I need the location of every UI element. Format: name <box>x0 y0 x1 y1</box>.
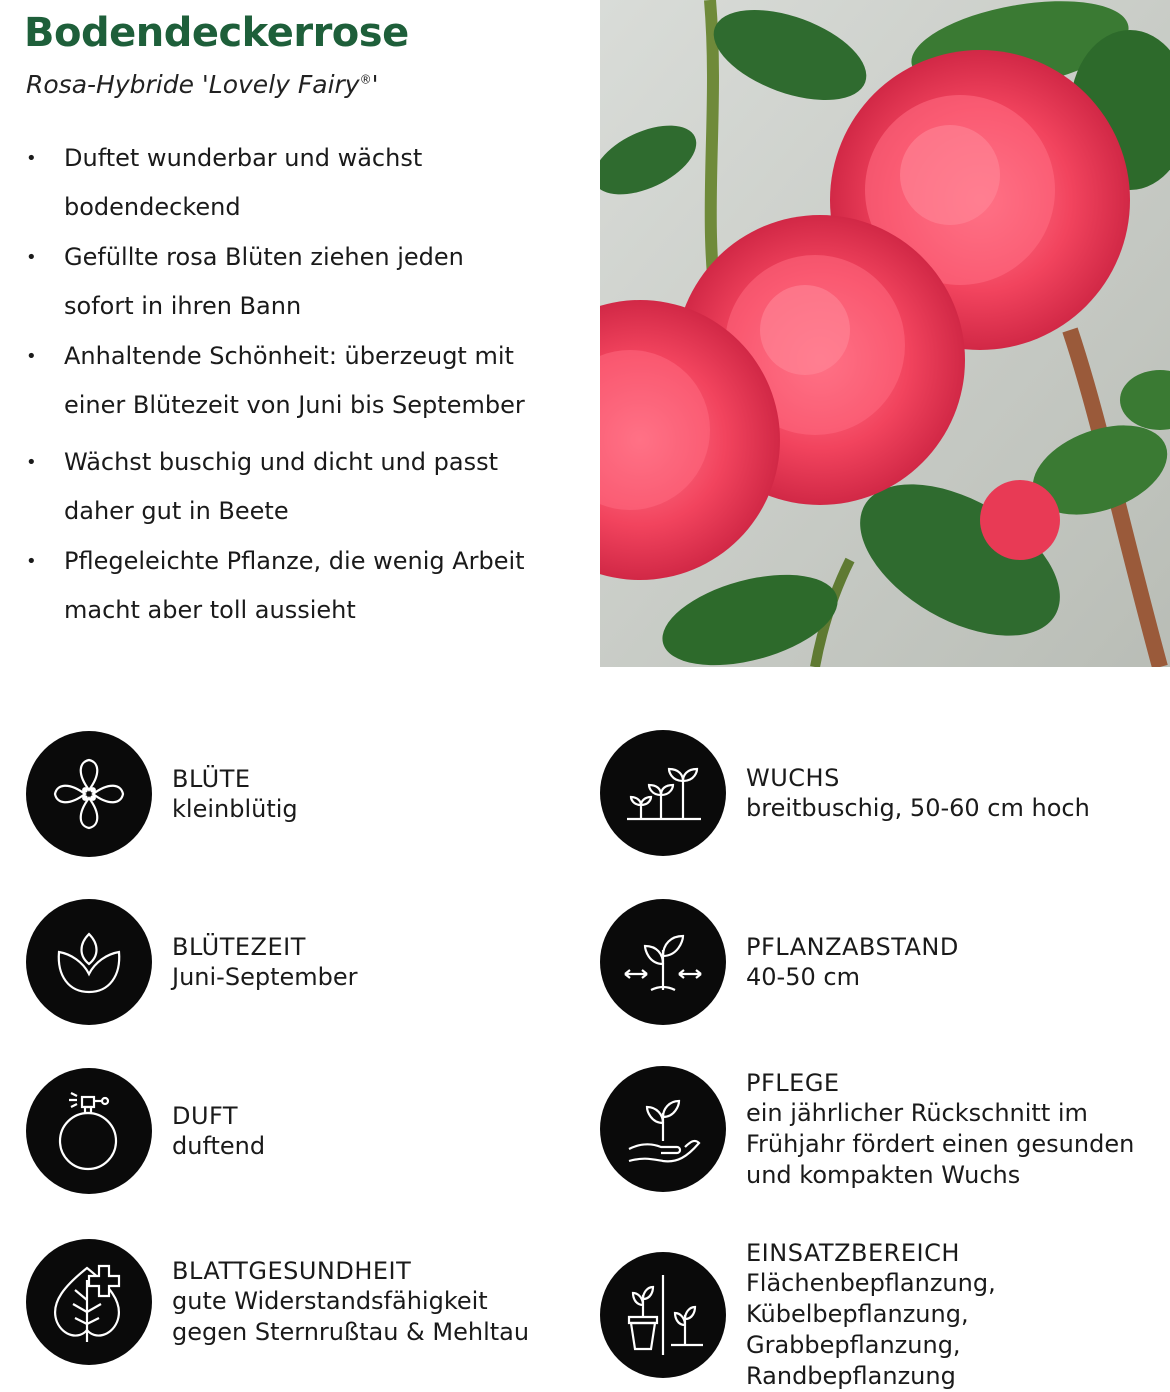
feature-label: PFLEGE <box>746 1068 840 1097</box>
feature-label: PFLANZABSTAND <box>746 932 959 961</box>
lotus-icon <box>26 899 152 1025</box>
feature-wuchs <box>600 730 1090 856</box>
feature-value-line: Kübelbepflanzung, <box>746 1300 969 1328</box>
pot-and-ground-icon <box>600 1252 726 1378</box>
feature-label: BLÜTEZEIT <box>172 932 306 961</box>
list-item: • Pflegeleichte Pflanze, die wenig Arbeit macht aber toll aussieht <box>24 537 564 635</box>
botanical-name <box>26 70 378 99</box>
flower-icon <box>26 731 152 857</box>
feature-value-line: gegen Sternrußtau & Mehltau <box>172 1318 530 1346</box>
rose-photo <box>600 0 1170 667</box>
feature-label: BLATTGESUNDHEIT <box>172 1257 412 1285</box>
feature-label: EINSATZBEREICH <box>746 1239 960 1267</box>
page-title: Bodendeckerrose <box>24 10 409 56</box>
feature-bluete <box>26 731 298 857</box>
feature-label: BLÜTE <box>172 764 251 793</box>
hand-plant-icon <box>600 1066 726 1192</box>
feature-label: WUCHS <box>746 763 840 792</box>
feature-value: 40-50 cm <box>746 962 860 991</box>
feature-einsatzbereich <box>600 1238 1170 1392</box>
benefit-list <box>24 134 564 636</box>
botanical-name-end: ' <box>371 70 379 99</box>
registered-mark: ® <box>359 72 372 87</box>
feature-value: Juni-September <box>172 962 358 991</box>
feature-value-line: Flächenbepflanzung, <box>746 1269 996 1297</box>
list-item: • Wächst buschig und dicht und passt daher gut in Beete <box>24 438 564 536</box>
feature-pflanzabstand <box>600 899 959 1025</box>
list-item: • Anhaltende Schönheit: überzeugt mit einer Blütezeit von Juni bis September <box>24 332 564 430</box>
leaf-health-icon <box>26 1239 152 1365</box>
feature-duft <box>26 1068 265 1194</box>
feature-value: duftend <box>172 1131 266 1160</box>
feature-blattgesundheit <box>26 1239 529 1365</box>
feature-label: DUFT <box>172 1101 239 1130</box>
plant-spacing-icon <box>600 899 726 1025</box>
rose-illustration <box>600 0 1170 667</box>
botanical-name-text: Rosa-Hybride 'Lovely Fairy <box>26 70 360 99</box>
list-item: • Duftet wunderbar und wächst bodendeckend <box>24 134 564 232</box>
feature-value: breitbuschig, 50-60 cm hoch <box>746 793 1090 822</box>
feature-value-line: ein jährlicher Rückschnitt im <box>746 1098 1088 1127</box>
list-item: • Gefüllte rosa Blüten ziehen jeden sofort in ihren Bann <box>24 233 564 331</box>
feature-pflege <box>600 1066 1134 1192</box>
feature-value-line: gute Widerstandsfähigkeit <box>172 1287 488 1315</box>
feature-value-line: Frühjahr fördert einen gesunden <box>746 1129 1135 1158</box>
feature-bluetezeit <box>26 899 357 1025</box>
perfume-bottle-icon <box>26 1068 152 1194</box>
feature-value-line: und kompakten Wuchs <box>746 1160 1021 1189</box>
feature-value-line: Grabbepflanzung, Randbepflanzung <box>746 1331 961 1390</box>
growth-icon <box>600 730 726 856</box>
feature-value: kleinblütig <box>172 794 298 823</box>
